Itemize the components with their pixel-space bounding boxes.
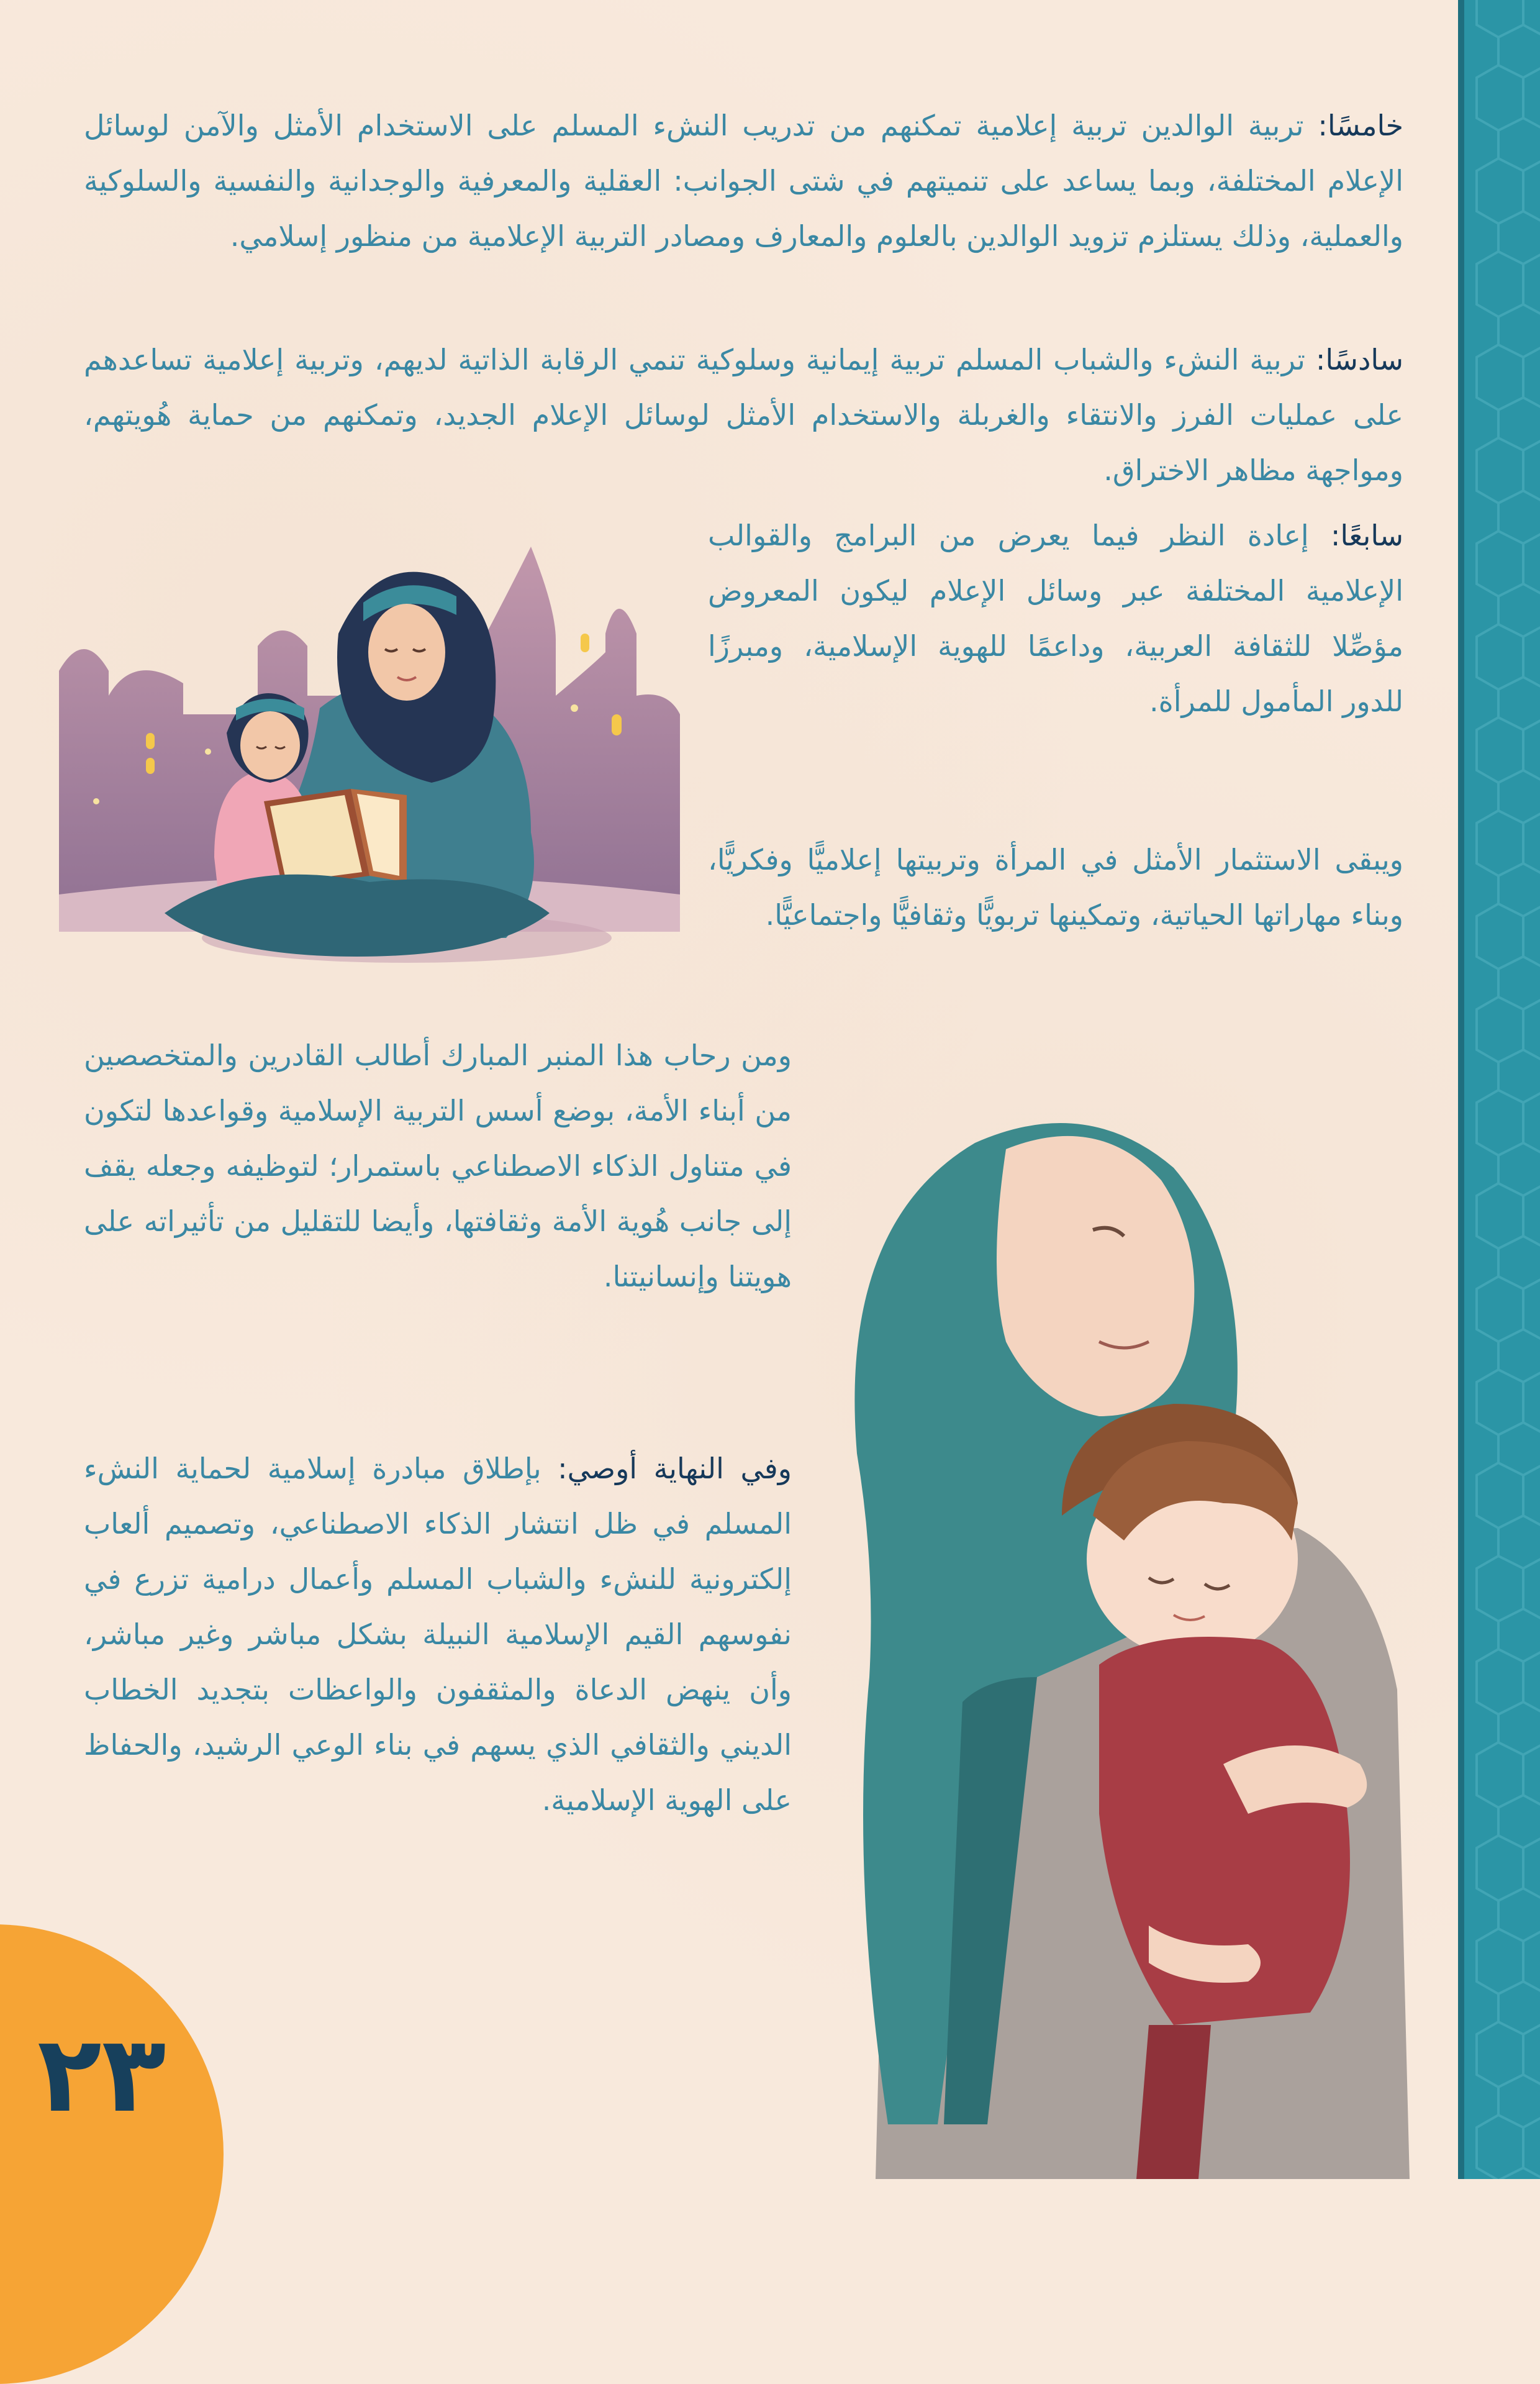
decorative-side-band	[1458, 0, 1540, 2179]
paragraph-sixth	[84, 332, 1403, 498]
paragraph-text: إعادة النظر فيما يعرض من البرامج والقوالب الإعلامية المختلفة عبر وسائل الإعلام ليكون المعروض مؤصِّلا للثقافة العربية، وداعمًا للهوية الإسلامية، ومبرزًا للدور المأمول للمرأة.	[708, 519, 1403, 718]
paragraph-text: ويبقى الاستثمار الأمثل في المرأة وتربيتها إعلاميًّا وفكريًّا، وبناء مهاراتها الحياتية، وتمكينها تربويًّا وثقافيًّا واجتماعيًّا.	[708, 843, 1403, 932]
paragraph-appeal	[84, 1028, 792, 1304]
mother-hugging-child-illustration	[801, 1068, 1459, 2179]
paragraph-text: تربية الوالدين تربية إعلامية تمكنهم من تدريب النشء المسلم على الاستخدام الأمثل والآمن لوسائل الإعلام المختلفة، وبما يساعد على تنميتهم في شتى الجوانب: العقلية والمعرفية والوجدانية والنفسية والسلوكية والعملية، وذلك يستلزم تزويد الوالدين بالعلوم والمعارف ومصادر التربية الإعلامية من منظور إسلامي.	[84, 109, 1403, 253]
paragraph-text: ومن رحاب هذا المنبر المبارك أطالب القادرين والمتخصصين من أبناء الأمة، بوضع أسس التربية الإسلامية وقواعدها لتكون في متناول الذكاء الاصطناعي باستمرار؛ لتوظيفه وجعله يقف إلى جانب هُوية الأمة وثقافتها، وأيضا للتقليل من تأثيراته على هويتنا وإنسانيتنا.	[84, 1039, 792, 1293]
mother-reading-illustration	[59, 509, 680, 969]
paragraph-fifth	[84, 98, 1403, 264]
page-number: ٢٣	[37, 2013, 166, 2136]
paragraph-text: بإطلاق مبادرة إسلامية لحماية النشء المسلم في ظل انتشار الذكاء الاصطناعي، وتصميم ألعاب إلكترونية للنشء والشباب المسلم وأعمال درامية تزرع في نفوسهم القيم الإسلامية النبيلة بشكل مباشر وغير مباشر، وأن ينهض الدعاة والمثقفون والواعظات بتجديد الخطاب الديني والثقافي الذي يسهم في بناء الوعي الرشيد، والحفاظ على الهوية الإسلامية.	[84, 1452, 792, 1817]
paragraph-lead: سادسًا:	[1315, 343, 1403, 376]
paragraph-lead: وفي النهاية أوصي:	[558, 1452, 792, 1485]
paragraph-text: تربية النشء والشباب المسلم تربية إيمانية وسلوكية تنمي الرقابة الذاتية لديهم، وتربية إعلامية تساعدهم على عمليات الفرز والانتقاء والغربلة والاستخدام الأمثل لوسائل الإعلام الجديد، وتمكنهم من حماية هُويتهم، ومواجهة مظاهر الاختراق.	[84, 343, 1403, 487]
paragraph-lead: خامسًا:	[1318, 109, 1403, 142]
paragraph-lead: سابعًا:	[1330, 519, 1403, 552]
paragraph-recommendation	[84, 1441, 792, 1828]
paragraph-investment	[708, 832, 1403, 943]
paragraph-seventh	[708, 508, 1403, 729]
